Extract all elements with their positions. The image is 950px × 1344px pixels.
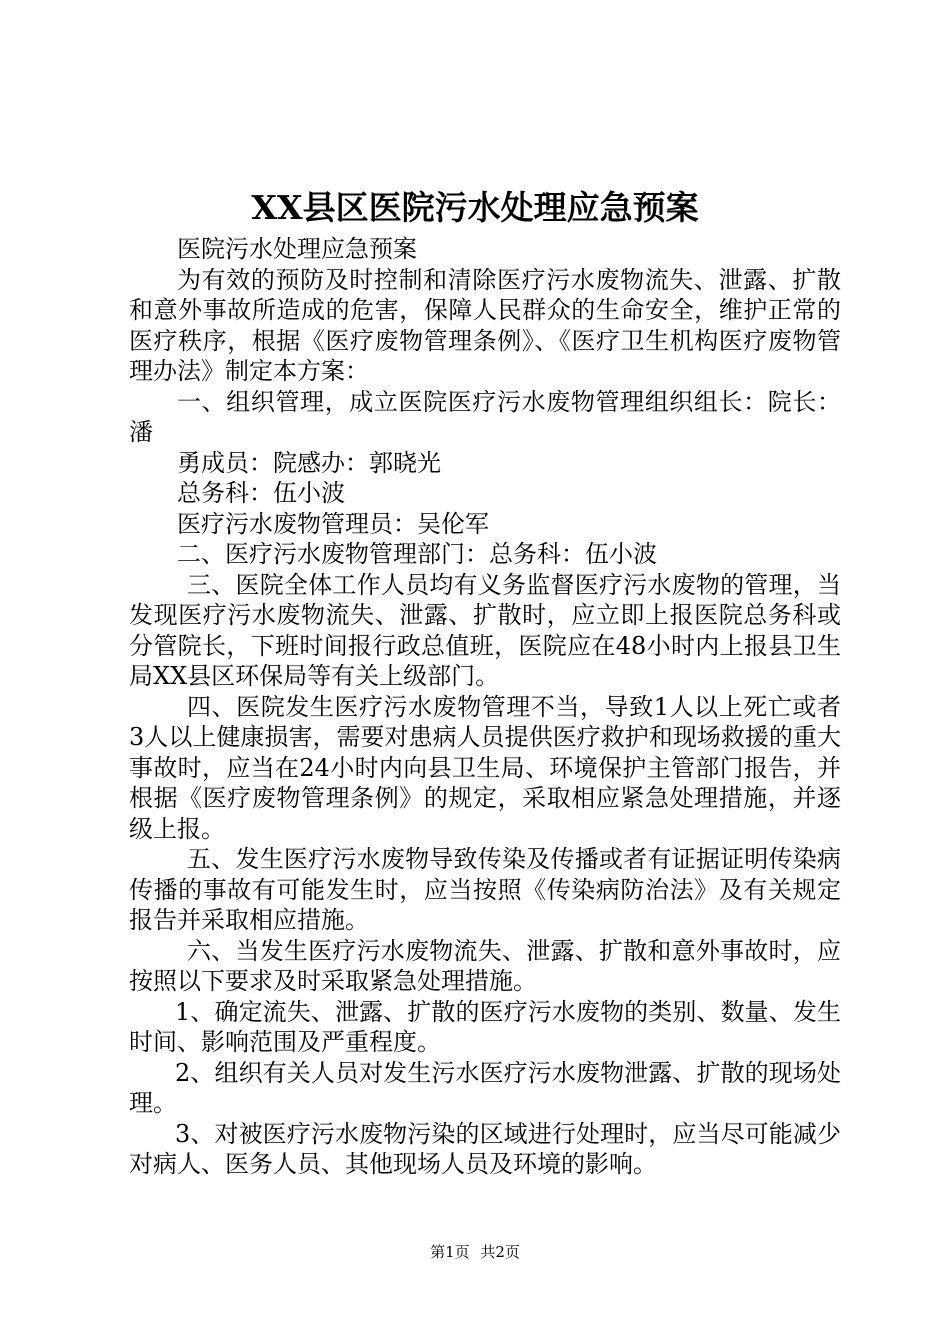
paragraph-general-affairs: 总务科：伍小波 — [177, 479, 345, 507]
page-total: 共2页 — [480, 1243, 520, 1261]
paragraph-section-five: 五、发生医疗污水废物导致传染及传播或者有证据证明传染病传播的事故有可能发生时，应当按照《传染病防治法》及有关规定报告并采取相应措施。 — [129, 845, 841, 934]
paragraph-section-six: 六、当发生医疗污水废物流失、泄露、扩散和意外事故时，应按照以下要求及时采取紧急处理措施。 — [129, 936, 841, 995]
paragraph-waste-manager: 医疗污水废物管理员：吴伦军 — [177, 509, 489, 538]
paragraph-item-one: 1、确定流失、泄露、扩散的医疗污水废物的类别、数量、发生时间、影响范围及严重程度。 — [129, 997, 841, 1056]
paragraph-subtitle: 医院污水处理应急预案 — [177, 235, 417, 263]
page-number: 第1页 — [430, 1243, 470, 1261]
paragraph-item-two: 2、组织有关人员对发生污水医疗污水废物泄露、扩散的现场处理。 — [129, 1058, 841, 1117]
document-title: XX县区医院污水处理应急预案 — [251, 188, 699, 227]
document-body — [129, 234, 841, 1180]
paragraph-section-four: 四、医院发生医疗污水废物管理不当，导致1人以上死亡或者3人以上健康损害，需要对患病人员提供医疗救护和现场救援的重大事故时，应当在24小时内向县卫生局、环境保护主管部门报告，并根据《医疗废物管理条例》的规定，采取相应紧急处理措施，并逐级上报。 — [129, 692, 841, 843]
page-footer — [0, 1240, 950, 1264]
paragraph-item-three: 3、对被医疗污水废物污染的区域进行处理时，应当尽可能减少对病人、医务人员、其他现场人员及环境的影响。 — [129, 1119, 841, 1178]
paragraph-intro: 为有效的预防及时控制和清除医疗污水废物流失、泄露、扩散和意外事故所造成的危害，保障人民群众的生命安全，维护正常的医疗秩序，根据《医疗废物管理条例》、《医疗卫生机构医疗废物管理办法》制定本方案： — [129, 265, 841, 385]
paragraph-section-three: 三、医院全体工作人员均有义务监督医疗污水废物的管理，当发现医疗污水废物流失、泄露、扩散时，应立即上报医院总务科或分管院长，下班时间报行政总值班，医院应在48小时内上报县卫生局XX县区环保局等有关上级部门。 — [129, 570, 841, 690]
paragraph-members: 勇成员：院感办：郭晓光 — [177, 448, 441, 477]
paragraph-department: 二、医疗污水废物管理部门：总务科：伍小波 — [177, 540, 657, 568]
paragraph-organization: 一、组织管理，成立医院医疗污水废物管理组织组长：院长：潘 — [129, 387, 841, 446]
